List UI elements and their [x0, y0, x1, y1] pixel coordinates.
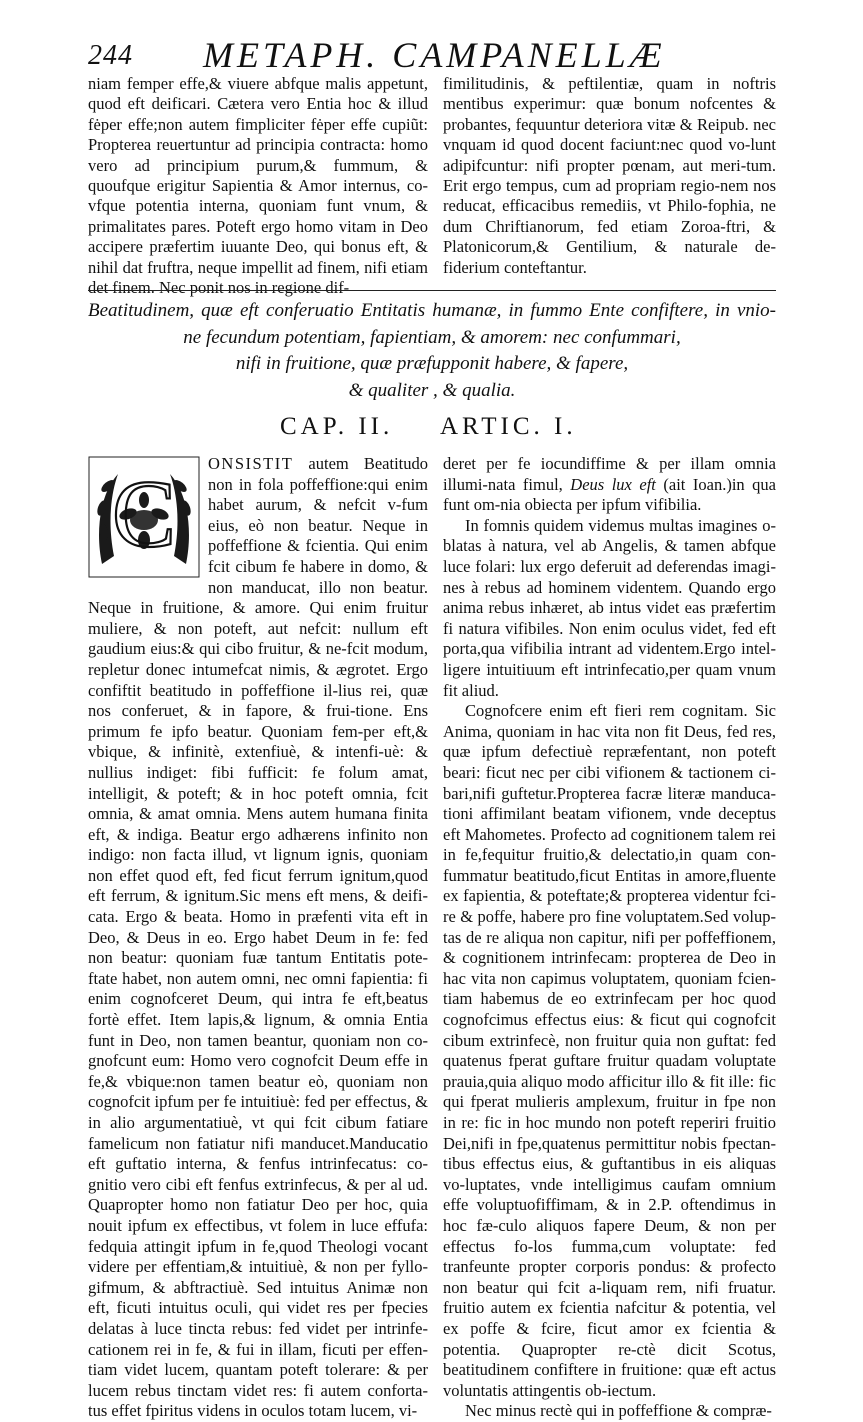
body-right-paragraph-2: In fomnis quidem videmus multas imagines o-blatas à natura, vel ab Angelis, & tamen abfque luce folari: lux ergo deferuit ad deferendas imagi-nes à rebus ad hominem videntem. Quando ergo anima rebus inhæret, ab intus videt eas præfertim fi natura vifibiles. Non enim oculus videt, fed eft porta,qua vifibilia intrant ad videntem.Ergo intel-ligere intuitiuum eft intrinfecatio,per quam vnum fit aliud.: [443, 515, 776, 700]
body-right-column: [443, 454, 776, 1422]
scripture-quote: Deus lux eft: [570, 474, 656, 494]
chapter-summary: [88, 298, 776, 404]
article-heading: ARTIC. I.: [440, 413, 577, 440]
summary-line-3: nifi in fruitione, quæ præfupponit habere, & fapere,: [235, 353, 629, 374]
page-number: 244: [88, 40, 133, 71]
top-right-paragraph: fimilitudinis, & peftilentiæ, quam in noftris mentibus experimur: quæ bonum nofcentes & probantes, fequuntur deteriora vitæ & Reipub. nec vnquam id quod docent faciunt:nec quod vo-lunt adipifcuntur: nifi propter pœnam, aut meri-tum. Erit ergo tempus, cum ad propriam regio-nem nos reducat, efficacibus remediis, vt Philo-fophia, ne dum Chriftianorum, fed etiam Zoroa-ftri, & Platonicorum,& Gentilium, & naturale de-fiderium conteftantur.: [443, 74, 776, 277]
running-head: [88, 34, 788, 74]
summary-line-4: & qualiter , & qualia.: [348, 379, 516, 401]
top-left-column: [88, 74, 428, 298]
body-left-column: [88, 454, 428, 1422]
body-right-paragraph-3: Cognofcere enim eft fieri rem cognitam. Sic Anima, quoniam in hac vita non fit Deus, fed res, quæ ipfum defectiuè repræfentant, non poteft beari: ficut nec per cibi vifionem & tactionem ci-bari,nifi guftetur.Propterea facræ literæ manduca-tioni affimilant beatam vifionem, vnde deceptus eft Mahometes. Profecto ad cognitionem talem rei in fe,fequitur fruitio,& delectatio,in quam con-fummatur beatitudo,ficut Entitas in amore,fluente ex fapientia, & poteftate;& propterea videntur fci-re & poffe, habere pro fine voluptatem.Sed volup-tas de re aliqua non capitur, nifi per poffeffionem, & cognitionem intrinfecam: propterea de Deo in hac vita non capimus voluptatem, quoniam fcien-tiam habemus de eo extrinfecam per hoc quod cognofcimus effectus eius: & ficut qui cognofcit cibum extrinfecè, non fruitur quia non guftat: fed quatenus fperat guftare fruitur quadam voluptate prauia,quia aliquo modo afficitur illo & fit ille: fic qui fperat mulieris amplexum, fruitur in fpe non in re: fic in hoc mundo non poteft reperiri fruitio Dei,nifi in fpe,quatenus permittitur nobis fpectan-tibus effectus eius, & guftantibus in eis aliquas vo-luptates, vnde intelligimus caufam omnium effe voluptuofiffimam, & in 2.P. oftendimus in hoc fæ-culo aliquos fapere Deum, & non per effectus fo-los fumma,cum voluptate: fed tranfeunte propter corporis pondus: & profecto non beatur qui fcit a-liquam rem, nifi fruatur. fruitio autem ex fcientia nafcitur & potentia, vel ex poffe & fcire, ficut amor ex fcientia & potentia. Quapropter re-ctè dicit Scotus, beatitudinem confiftere in fruitione: quæ eft actus voluntatis attingentis ob-iectum.: [443, 701, 776, 1400]
summary-line-1: Beatitudinem, quæ eft conferuatio Entitatis humanæ, in fummo Ente confiftere, in vnio-: [88, 300, 776, 321]
body-right-paragraph-4: Nec minus rectè qui in poffeffione & compræ-: [465, 1401, 772, 1421]
decorated-initial: [88, 456, 200, 578]
body-left-text: autem Beatitudo non in fola poffeffione:qui enim habet aurum, & nefcit v-fum eius, eò non beatur. Neque in poffeffione & fcientia. Qui enim fcit cibum fe habere in domo, & non manducat, illo non beatur. Neque in fruitione, & amore. Qui enim fruitur muliere, & non poteft, aut nefcit: nullum eft gaudium eius:& qui cibo fruitur, & ne-fcit modum, repletur donec intumefcat nimis, & ægrotet. Ergo confiftit beatitudo in poffeffione il-lius rei, quæ nos conferuet, & in fapore, & frui-tione. Ens primum fe ipfo beatur. Quoniam fem-per eft,& vbique, & infinitè, extenfiuè, & intenfi-uè: & nullius indiget: fibi fufficit: fe folum amat, intelligit, & poteft; & in hoc poteft omnia, fcit omnia, & amat omnia. Mens autem humana finita eft, & indiga. Beatur ergo adhærens infinito non indigo: non facta illud, vt lignum ignis, quoniam non effet quod eft, fed ficut ferrum ignitum,quod eft ferrum, & ignitum.Sic mens eft mens, & deifi-cata. Ergo & beata. Homo in præfenti vita eft in Deo, & Deus in eo. Ergo habet Deum in fe: fed non beatur: quoniam fuæ tantum Entitatis pote-ftate habet, non autem omni, nec omni fapientia: fi enim cognofceret Deum, qui intra fe eft,beatus fortè effet. Item lapis,& lignum, & omnia Entia funt in Deo, non tamen beantur, quoniam non co-gnofcunt eum: Homo vero cognofcit Deum effe in fe,& vbique:non tamen beatur eò, quoniam non cognofcit ipfum per fe intuitiuè: fed per effectus, & in alio argumentatiuè, vt qui fcit cibum fatiare famelicum non fatiatur nifi manducet.Manducatio eft guftatio interna, & fenfus intrinfecatus: co-gnitio vero cibi eft fenfus extrinfecus, & per al ud. Quapropter homo non fatiatur Deo per hoc, quia nouit ipfum ex effectibus, vt folem in luce effufa: fedquia attingit ipfum in fe,quod Theologi vocant videre per effentiam,& intuitiuè, & non per fyllo-gifmum, & abftractiuè. Sed intuitus Animæ non eft, ficuti intuitus oculi, qui videt res per fpecies delatas à luce tincta rebus: fed videt per intrinfe-cationem rei in fe, & fui in illam, ficuti per effen-tiam videt lucem, quantam poteft tolerare: & per lucem rebus tinctam videt res: fi autem conforta-tus effet fpiritus videns in oculos totam lucem, vi-: [88, 454, 428, 1421]
running-title: METAPH. CAMPANELLÆ: [203, 35, 666, 75]
paragraph-1-text-a: deret per fe iocundiffime & per illam omnia illumi-nata fimul,: [443, 454, 776, 494]
initial-letter: C: [111, 460, 177, 567]
paragraph-1-text-b: (ait Ioan.)in qua funt om-nia obiecta per ipfum vifibilia.: [443, 474, 776, 515]
body-right-paragraph-1: [443, 454, 776, 516]
body-left-paragraph: [88, 454, 428, 1422]
top-right-column: [443, 74, 776, 278]
opening-word: ONSISTIT: [208, 454, 294, 473]
chapter-heading: CAP. II.: [280, 413, 394, 440]
top-left-paragraph: niam femper effe,& viuere abfque malis appetunt, quod eft deificari. Cætera vero Entia hoc & illud fėper effe;non autem fimpliciter fėper effe cupiũt: Propterea reuertuntur ad principia contracta: homo vero ad principium purum,& fummum, & quoufque erigitur Sapientia & Amor internus, co-vfque potentia interna, quoniam funt vnum, & primalitates pares. Poteft ergo homo vitam in Deo accipere præfertim iuuante Deo, qui bonus eft, & nihil dat fruftra, neque impellit ad finem, nifi etiam det finem. Nec ponit nos in regione dif-: [88, 74, 428, 298]
summary-line-2: ne fecundum potentiam, fapientiam, & amorem: nec confummari,: [183, 326, 681, 348]
section-divider: [88, 290, 776, 291]
ornamental-initial-icon: [88, 456, 200, 578]
